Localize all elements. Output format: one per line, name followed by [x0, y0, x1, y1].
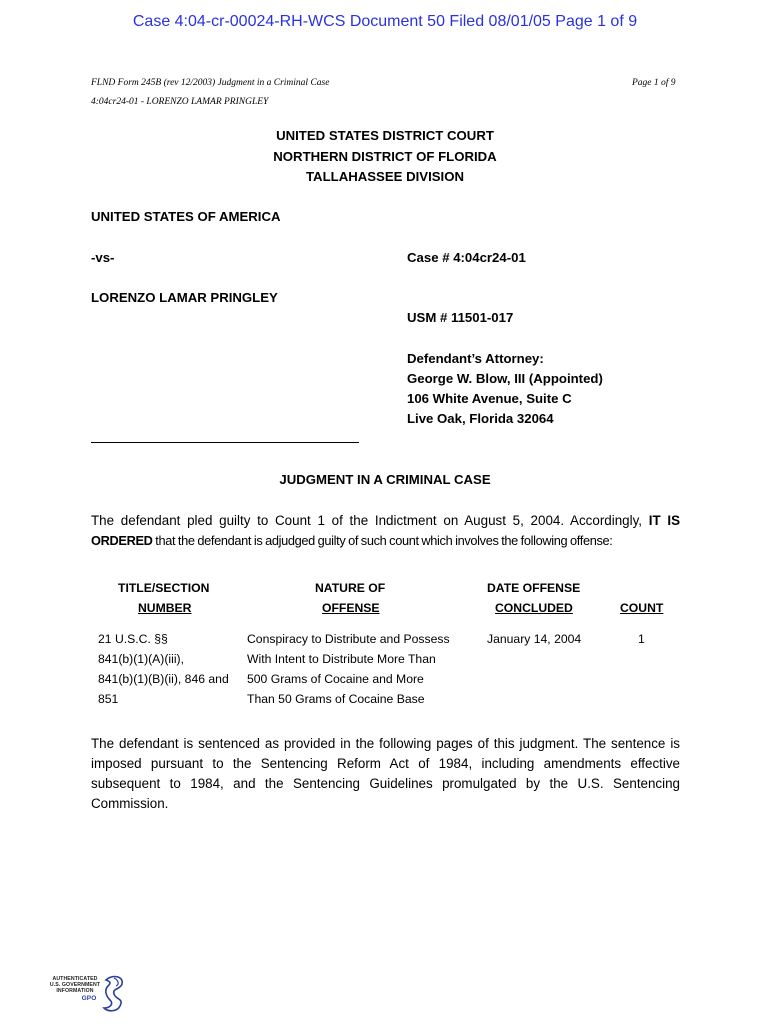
count-cell: 1 — [638, 632, 645, 646]
offense-line: Than 50 Grams of Cocaine Base — [247, 692, 425, 706]
versus-label: -vs- — [91, 250, 115, 265]
title-line: 21 U.S.C. §§ — [98, 632, 168, 646]
attorney-address-line1: 106 White Avenue, Suite C — [407, 391, 572, 406]
intro-text-end: that the defendant is adjudged guilty of such count which involves the following offense: — [152, 533, 613, 548]
intro-line-2 — [91, 531, 680, 551]
seal-text-gpo: GPO — [81, 995, 97, 1002]
court-district: NORTHERN DISTRICT OF FLORIDA — [273, 149, 497, 164]
court-division: TALLAHASSEE DIVISION — [305, 169, 465, 184]
title-section-cell — [98, 629, 229, 709]
offense-nature-cell — [247, 629, 450, 709]
ecf-filing-header: Case 4:04-cr-00024-RH-WCS Document 50 Filed 08/01/05 Page 1 of 9 — [132, 13, 638, 30]
seal-text-authenticated: AUTHENTICATED — [52, 976, 98, 982]
header-number: NUMBER — [138, 601, 192, 615]
header-count: COUNT — [620, 601, 664, 615]
offense-line: 500 Grams of Cocaine and More — [247, 672, 424, 686]
sentence-paragraph: The defendant is sentenced as provided in the following pages of this judgment. The sentence is imposed pursuant to the Sentencing Reform Act of 1984, including amendments effective subsequent to 1984, and the Sentencing Guidelines promulgated by the U.S. Sentencing Commission. — [91, 736, 680, 811]
intro-paragraph — [91, 511, 680, 551]
offense-line: With Intent to Distribute More Than — [247, 652, 436, 666]
intro-text-start: The defendant pled guilty to Count 1 of the Indictment on August 5, 2004. Accordingly, — [91, 513, 649, 528]
form-identifier: FLND Form 245B (rev 12/2003) Judgment in a Criminal Case — [91, 78, 330, 88]
title-line: 841(b)(1)(A)(iii), — [98, 652, 184, 666]
defendant-name: LORENZO LAMAR PRINGLEY — [91, 290, 278, 305]
eagle-outline — [104, 977, 122, 1011]
title-line: 841(b)(1)(B)(ii), 846 and — [98, 672, 229, 686]
judgment-title: JUDGMENT IN A CRIMINAL CASE — [279, 472, 491, 487]
header-offense: OFFENSE — [322, 601, 380, 615]
header-title-section: TITLE/SECTION — [118, 581, 210, 595]
intro-line-1 — [91, 511, 680, 531]
usm-number: USM # 11501-017 — [407, 310, 514, 325]
gpo-authentication-seal — [44, 974, 134, 1014]
attorney-name: George W. Blow, III (Appointed) — [407, 371, 603, 386]
attorney-address-line2: Live Oak, Florida 32064 — [407, 411, 554, 426]
case-reference-line: 4:04cr24-01 - LORENZO LAMAR PRINGLEY — [91, 97, 269, 107]
offense-line: Conspiracy to Distribute and Possess — [247, 632, 450, 646]
seal-text-information: INFORMATION — [56, 988, 94, 994]
intro-ordered-part2: ORDERED — [91, 533, 153, 548]
eagle-wing — [114, 978, 118, 986]
eagle-icon — [100, 974, 128, 1014]
seal-text-government: U.S. GOVERNMENT — [49, 982, 101, 988]
header-nature-of: NATURE OF — [315, 581, 386, 595]
case-number: Case # 4:04cr24-01 — [407, 250, 526, 265]
intro-ordered-part1: IT IS — [648, 513, 680, 528]
court-name: UNITED STATES DISTRICT COURT — [276, 128, 494, 143]
attorney-heading: Defendant’s Attorney: — [407, 351, 544, 366]
signature-rule — [91, 442, 359, 443]
page-number: Page 1 of 9 — [632, 78, 676, 88]
plaintiff-name: UNITED STATES OF AMERICA — [91, 209, 281, 224]
header-concluded: CONCLUDED — [495, 601, 573, 615]
date-concluded-cell: January 14, 2004 — [487, 632, 582, 646]
title-line: 851 — [98, 692, 119, 706]
header-date-offense: DATE OFFENSE — [487, 581, 581, 595]
